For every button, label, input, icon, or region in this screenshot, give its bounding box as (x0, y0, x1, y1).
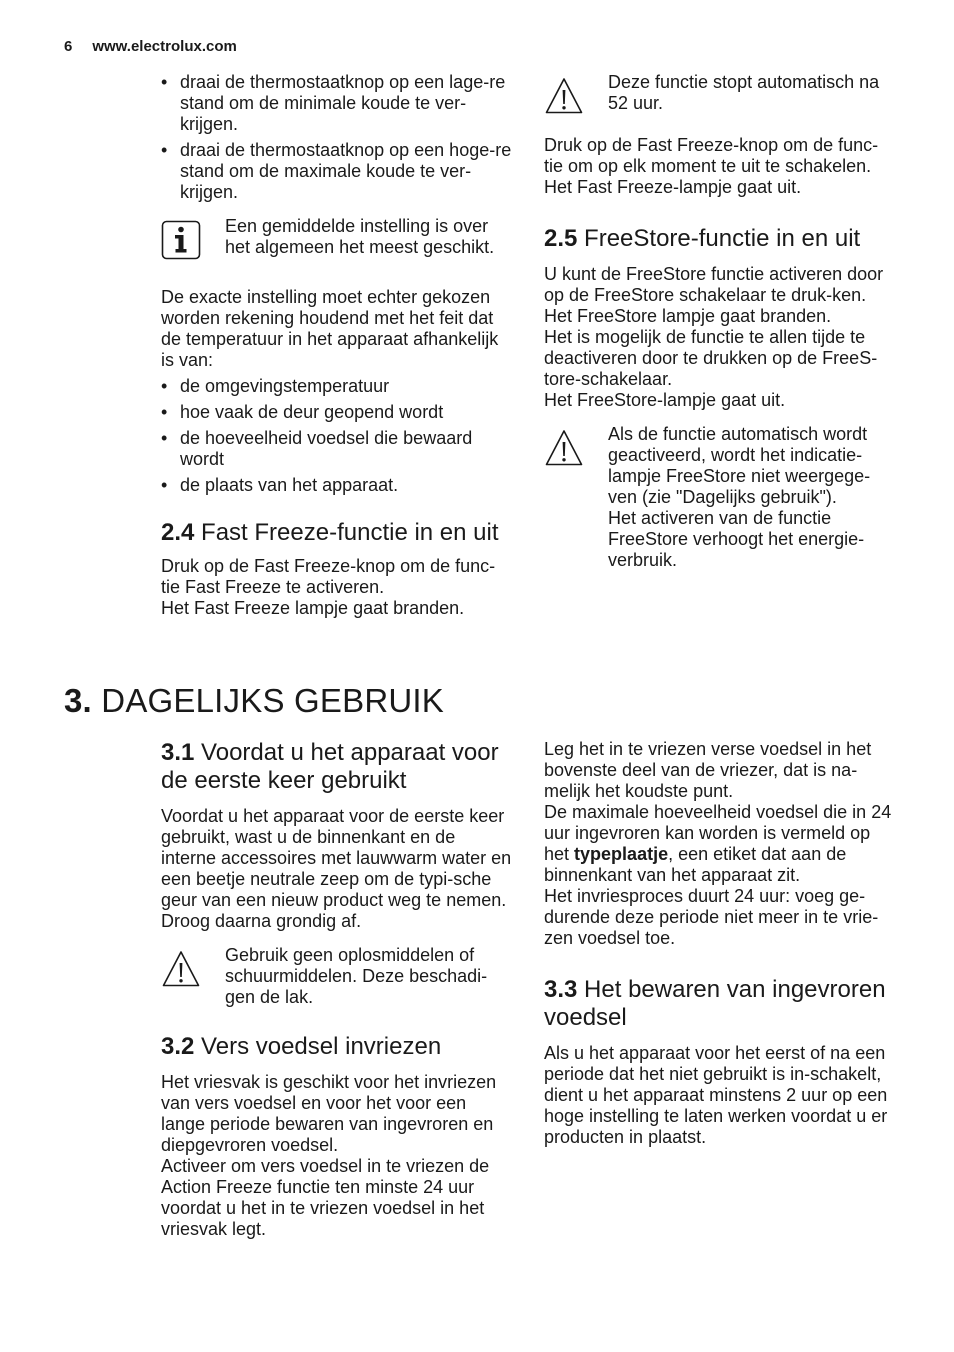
info-icon (161, 220, 201, 260)
section-heading-3-1 (161, 739, 513, 795)
list-item: • de omgevingstemperatuur (161, 376, 513, 397)
paragraph: Voordat u het apparaat voor de eerste keer gebruikt, wast u de binnenkant en de interne accessoires met lauwwarm water en een beetje neutrale zeep om de typi-sche geur van een nieuw product weg te nemen. Droog daarna grondig af. (161, 806, 512, 931)
list-item: • de hoeveelheid voedsel die bewaard wordt (161, 428, 513, 470)
page-number: 6 (64, 38, 73, 55)
section-number: 2.4 (161, 519, 195, 546)
list-item: • draai de thermostaatknop op een hoge-re stand om de maximale koude te ver-krijgen. (161, 140, 513, 203)
thermostat-bullet-list (161, 72, 513, 203)
paragraph: De exacte instelling moet echter gekozen worden rekening houdend met het feit dat de temperatuur in het apparaat afhankelijk is van: (161, 287, 499, 370)
bottom-right-column (544, 739, 896, 1148)
section-title: Voordat u het apparaat voor de eerste keer gebruikt (161, 739, 499, 794)
top-right-column (544, 72, 896, 571)
section-heading-2-4 (161, 519, 513, 547)
chapter-title: DAGELIJKS GEBRUIK (101, 682, 444, 719)
list-item: • draai de thermostaatknop op een lage-re stand om de minimale koude te ver-krijgen. (161, 72, 513, 135)
warning-note (544, 424, 896, 571)
warning-note-text: Gebruik geen oplosmiddelen of schuurmiddelen. Deze beschadi-gen de lak. (225, 945, 488, 1007)
section-title: FreeStore-functie in en uit (584, 225, 861, 252)
info-note-text: Een gemiddelde instelling is over het algemeen het meest geschikt. (225, 216, 495, 257)
page-header (64, 38, 237, 55)
section-title: Het bewaren van ingevroren voedsel (544, 976, 886, 1031)
top-left-column (161, 72, 513, 619)
section-heading-2-5 (544, 225, 896, 253)
info-note (161, 216, 513, 260)
section-number: 2.5 (544, 225, 578, 252)
bottom-left-column (161, 739, 513, 1240)
section-number: 3.3 (544, 976, 578, 1003)
list-item: • hoe vaak de deur geopend wordt (161, 402, 513, 423)
paragraph-part: , een etiket dat aan de binnenkant van het apparaat zit. Het invriesproces duurt 24 uur: voeg ge-durende deze periode niet meer in te vrie-zen voedsel toe. (544, 844, 879, 948)
chapter-heading (64, 681, 444, 721)
warning-note-text: Deze functie stopt automatisch na 52 uur. (608, 72, 880, 113)
chapter-number: 3. (64, 682, 92, 719)
warning-note (544, 72, 896, 116)
paragraph: Druk op de Fast Freeze-knop om de func-tie om op elk moment te uit te schakelen. Het Fast Freeze-lampje gaat uit. (544, 135, 879, 197)
list-item: • de plaats van het apparaat. (161, 475, 513, 496)
paragraph: Druk op de Fast Freeze-knop om de func-tie Fast Freeze te activeren. Het Fast Freeze lampje gaat branden. (161, 556, 496, 618)
bold-term: typeplaatje (574, 844, 669, 864)
website-url[interactable]: www.electrolux.com (92, 38, 237, 55)
paragraph: Het vriesvak is geschikt voor het invriezen van vers voedsel en voor het voor een lange periode bewaren van ingevroren en diepgevroren voedsel. Activeer om vers voedsel in te vriezen de Action Freeze functie ten minste 24 uur voordat u het in te vriezen voedsel in het vriesvak legt. (161, 1072, 497, 1239)
paragraph (544, 739, 896, 949)
warning-note-text: Als de functie automatisch wordt geactiveerd, wordt het indicatie-lampje FreeStore niet weergege-ven (zie "Dagelijks gebruik"). Het activeren van de functie FreeStore verhoogt het energie-verbruik. (608, 424, 871, 570)
section-heading-3-3 (544, 976, 896, 1032)
section-title: Fast Freeze-functie in en uit (201, 519, 499, 546)
section-number: 3.1 (161, 739, 195, 766)
dependency-bullet-list (161, 376, 513, 496)
section-heading-3-2 (161, 1033, 513, 1061)
warning-icon (161, 949, 201, 989)
warning-icon (544, 76, 584, 116)
warning-icon (544, 428, 584, 468)
warning-note (161, 945, 513, 1008)
paragraph-part: Leg het in te vriezen verse voedsel in het bovenste deel van de vriezer, dat is na-melijk het koudste punt. De maximale hoeveelheid voedsel die in 24 uur ingevroren kan worden is vermeld op het (544, 739, 892, 864)
paragraph: Als u het apparaat voor het eerst of na een periode dat het niet gebruikt is in-schakelt, dient u het apparaat minstens 2 uur op een hoge instelling te laten werken voordat u er producten in plaatst. (544, 1043, 888, 1147)
section-number: 3.2 (161, 1033, 195, 1060)
paragraph: U kunt de FreeStore functie activeren door op de FreeStore schakelaar te druk-ken. Het FreeStore lampje gaat branden. Het is mogelijk de functie te allen tijde te deactiveren door te drukken op de FreeS-tore-schakelaar. Het FreeStore-lampje gaat uit. (544, 264, 884, 410)
section-title: Vers voedsel invriezen (201, 1033, 442, 1060)
